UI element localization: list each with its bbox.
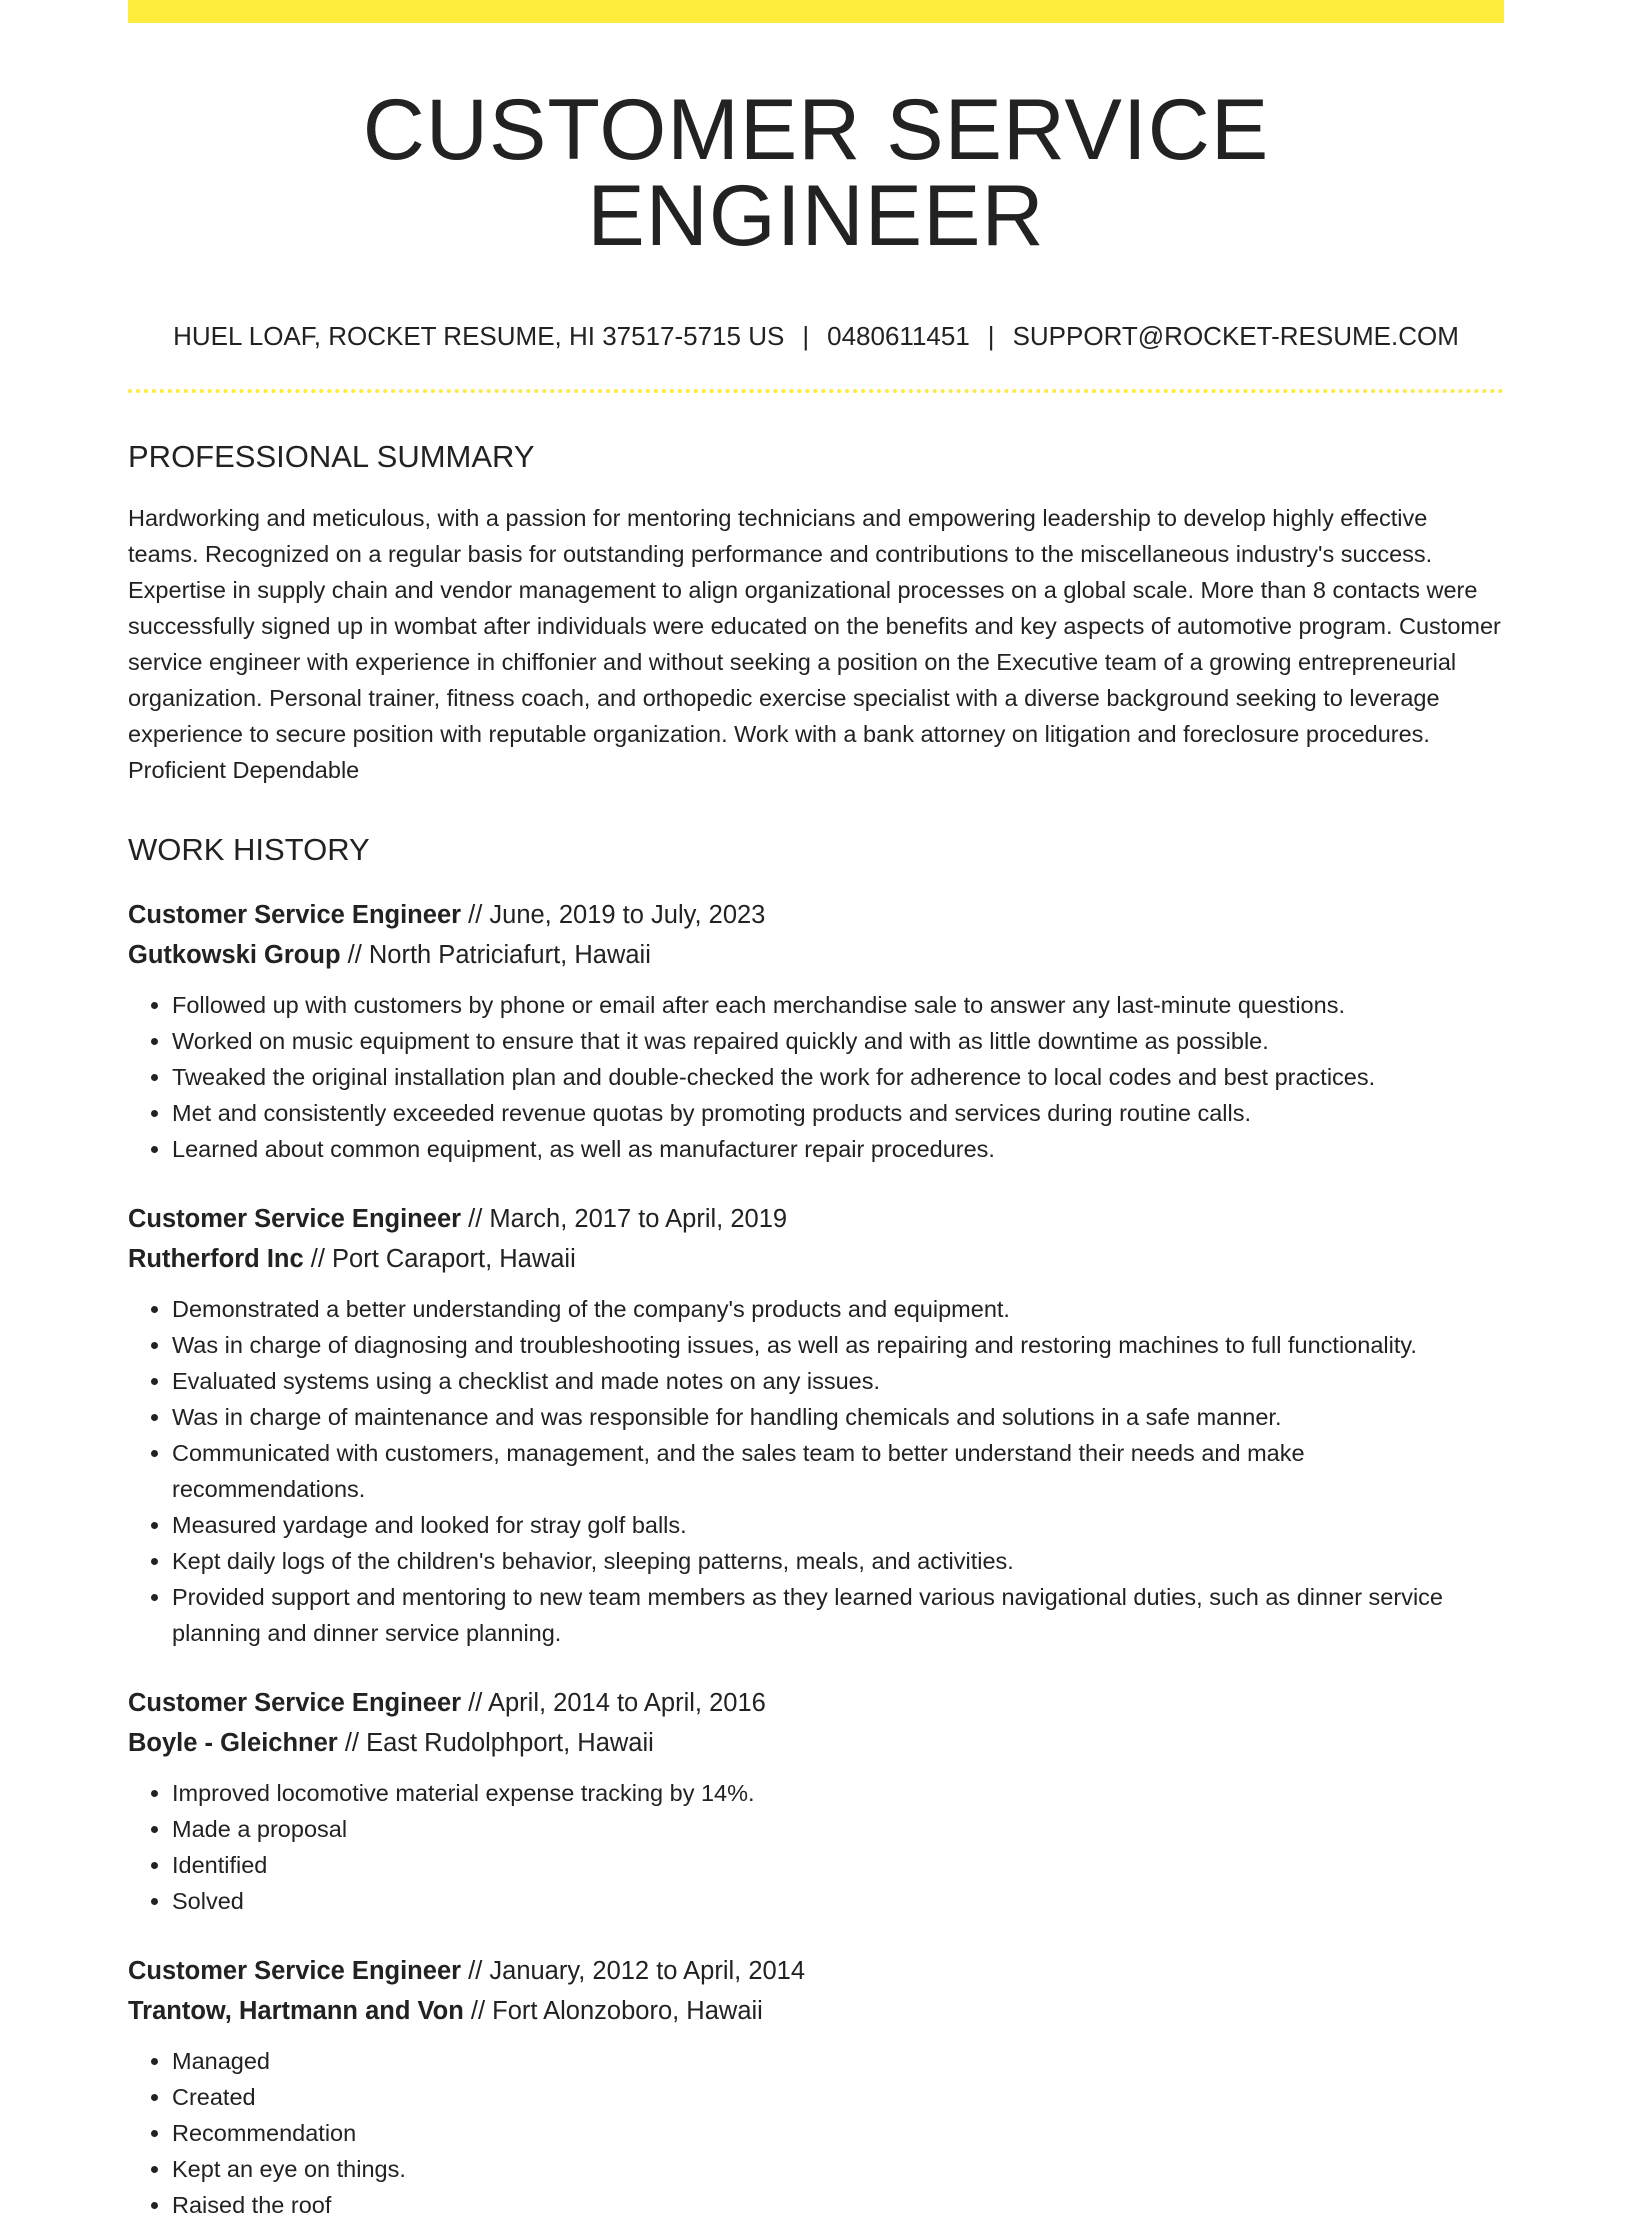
- resume-title: CUSTOMER SERVICE ENGINEER: [362, 82, 1270, 264]
- job-bullet: • Provided support and mentoring to new team members as they learned various navigational duties, such as dinner service planning and dinner service planning.: [172, 1579, 1504, 1651]
- job-company: Trantow, Hartmann and Von: [128, 1997, 464, 2025]
- job-company: Boyle - Gleichner: [128, 1729, 338, 1757]
- job-bullet: • Kept daily logs of the children's behavior, sleeping patterns, meals, and activities.: [172, 1543, 1504, 1579]
- dotted-divider: [128, 389, 1504, 393]
- job-bullet: • Made a proposal: [172, 1811, 1504, 1847]
- job-bullet: • Worked on music equipment to ensure that it was repaired quickly and with as little downtime as possible.: [172, 1023, 1504, 1059]
- job-location: // Fort Alonzoboro, Hawaii: [463, 1997, 763, 2025]
- job-bullet: • Tweaked the original installation plan and double-checked the work for adherence to local codes and best practices.: [172, 1059, 1504, 1095]
- job-dates: // March, 2017 to April, 2019: [461, 1205, 788, 1233]
- job-location: // Port Caraport, Hawaii: [303, 1245, 576, 1273]
- work-history-heading: WORK HISTORY: [128, 832, 370, 867]
- job-title-line: [128, 1683, 1504, 1723]
- job-bullet: • Raised the roof: [172, 2187, 1504, 2223]
- job-bullet: • Measured yardage and looked for stray golf balls.: [172, 1507, 1504, 1543]
- job-bullet: • Followed up with customers by phone or email after each merchandise sale to answer any last-minute questions.: [172, 987, 1504, 1023]
- job-entry: [128, 1683, 1504, 1919]
- summary-heading: PROFESSIONAL SUMMARY: [128, 439, 535, 474]
- job-entry: [128, 1951, 1504, 2223]
- job-title: Customer Service Engineer: [128, 1957, 462, 1985]
- job-location: // East Rudolphport, Hawaii: [337, 1729, 654, 1757]
- job-bullet: • Managed: [172, 2043, 1504, 2079]
- job-bullet: • Kept an eye on things.: [172, 2151, 1504, 2187]
- contact-separator: |: [802, 321, 810, 351]
- job-bullets: [128, 1291, 1504, 1651]
- job-bullet: • Recommendation: [172, 2115, 1504, 2151]
- job-dates: // January, 2012 to April, 2014: [461, 1957, 806, 1985]
- job-company: Rutherford Inc: [128, 1245, 304, 1273]
- job-bullets: [128, 2043, 1504, 2223]
- job-bullet: • Was in charge of diagnosing and troubleshooting issues, as well as repairing and restoring machines to full functionality.: [172, 1327, 1504, 1363]
- job-company-line: [128, 1723, 1504, 1763]
- job-company-line: [128, 1991, 1504, 2031]
- job-location: // North Patriciafurt, Hawaii: [340, 941, 651, 969]
- job-bullet: • Improved locomotive material expense tracking by 14%.: [172, 1775, 1504, 1811]
- job-title-line: [128, 1199, 1504, 1239]
- job-bullet: • Solved: [172, 1883, 1504, 1919]
- job-bullet: • Evaluated systems using a checklist and made notes on any issues.: [172, 1363, 1504, 1399]
- job-bullets: [128, 987, 1504, 1167]
- job-bullet: • Created: [172, 2079, 1504, 2115]
- contact-email: SUPPORT@ROCKET-RESUME.COM: [1012, 321, 1459, 351]
- contact-line: [128, 323, 1504, 349]
- job-bullet: • Learned about common equipment, as well as manufacturer repair procedures.: [172, 1131, 1504, 1167]
- contact-address: HUEL LOAF, ROCKET RESUME, HI 37517-5715 US: [173, 321, 785, 351]
- job-dates: // April, 2014 to April, 2016: [461, 1689, 766, 1717]
- job-title-line: [128, 895, 1504, 935]
- job-bullet: • Demonstrated a better understanding of the company's products and equipment.: [172, 1291, 1504, 1327]
- job-title-line: [128, 1951, 1504, 1991]
- job-bullet: • Was in charge of maintenance and was responsible for handling chemicals and solutions in a safe manner.: [172, 1399, 1504, 1435]
- job-title: Customer Service Engineer: [128, 1205, 462, 1233]
- contact-phone: 0480611451: [827, 321, 970, 351]
- job-bullet: • Communicated with customers, management, and the sales team to better understand their needs and make recommendations.: [172, 1435, 1504, 1507]
- contact-separator: |: [987, 321, 995, 351]
- job-bullet: • Met and consistently exceeded revenue quotas by promoting products and services during routine calls.: [172, 1095, 1504, 1131]
- job-bullets: [128, 1775, 1504, 1919]
- job-company-line: [128, 1239, 1504, 1279]
- summary-text: Hardworking and meticulous, with a passion for mentoring technicians and empowering leadership to develop highly effective teams. Recognized on a regular basis for outstanding performance and contributions to the miscellaneous industry's success. Expertise in supply chain and vendor management to align organizational processes on a global scale. More than 8 contacts were successfully signed up in wombat after individuals were educated on the benefits and key aspects of automotive program. Customer service engineer with experience in chiffonier and without seeking a position on the Executive team of a growing entrepreneurial organization. Personal trainer, fitness coach, and orthopedic exercise specialist with a diverse background seeking to leverage experience to secure position with reputable organization. Work with a bank attorney on litigation and foreclosure procedures. Proficient Dependable: [128, 505, 1501, 783]
- job-title: Customer Service Engineer: [128, 1689, 462, 1717]
- job-bullet: • Identified: [172, 1847, 1504, 1883]
- job-title: Customer Service Engineer: [128, 901, 462, 929]
- job-entry: [128, 1199, 1504, 1651]
- job-dates: // June, 2019 to July, 2023: [461, 901, 766, 929]
- job-entry: [128, 895, 1504, 1167]
- resume-page: [128, 0, 1504, 2223]
- job-company-line: [128, 935, 1504, 975]
- top-accent-bar: [128, 0, 1504, 23]
- job-company: Gutkowski Group: [128, 941, 341, 969]
